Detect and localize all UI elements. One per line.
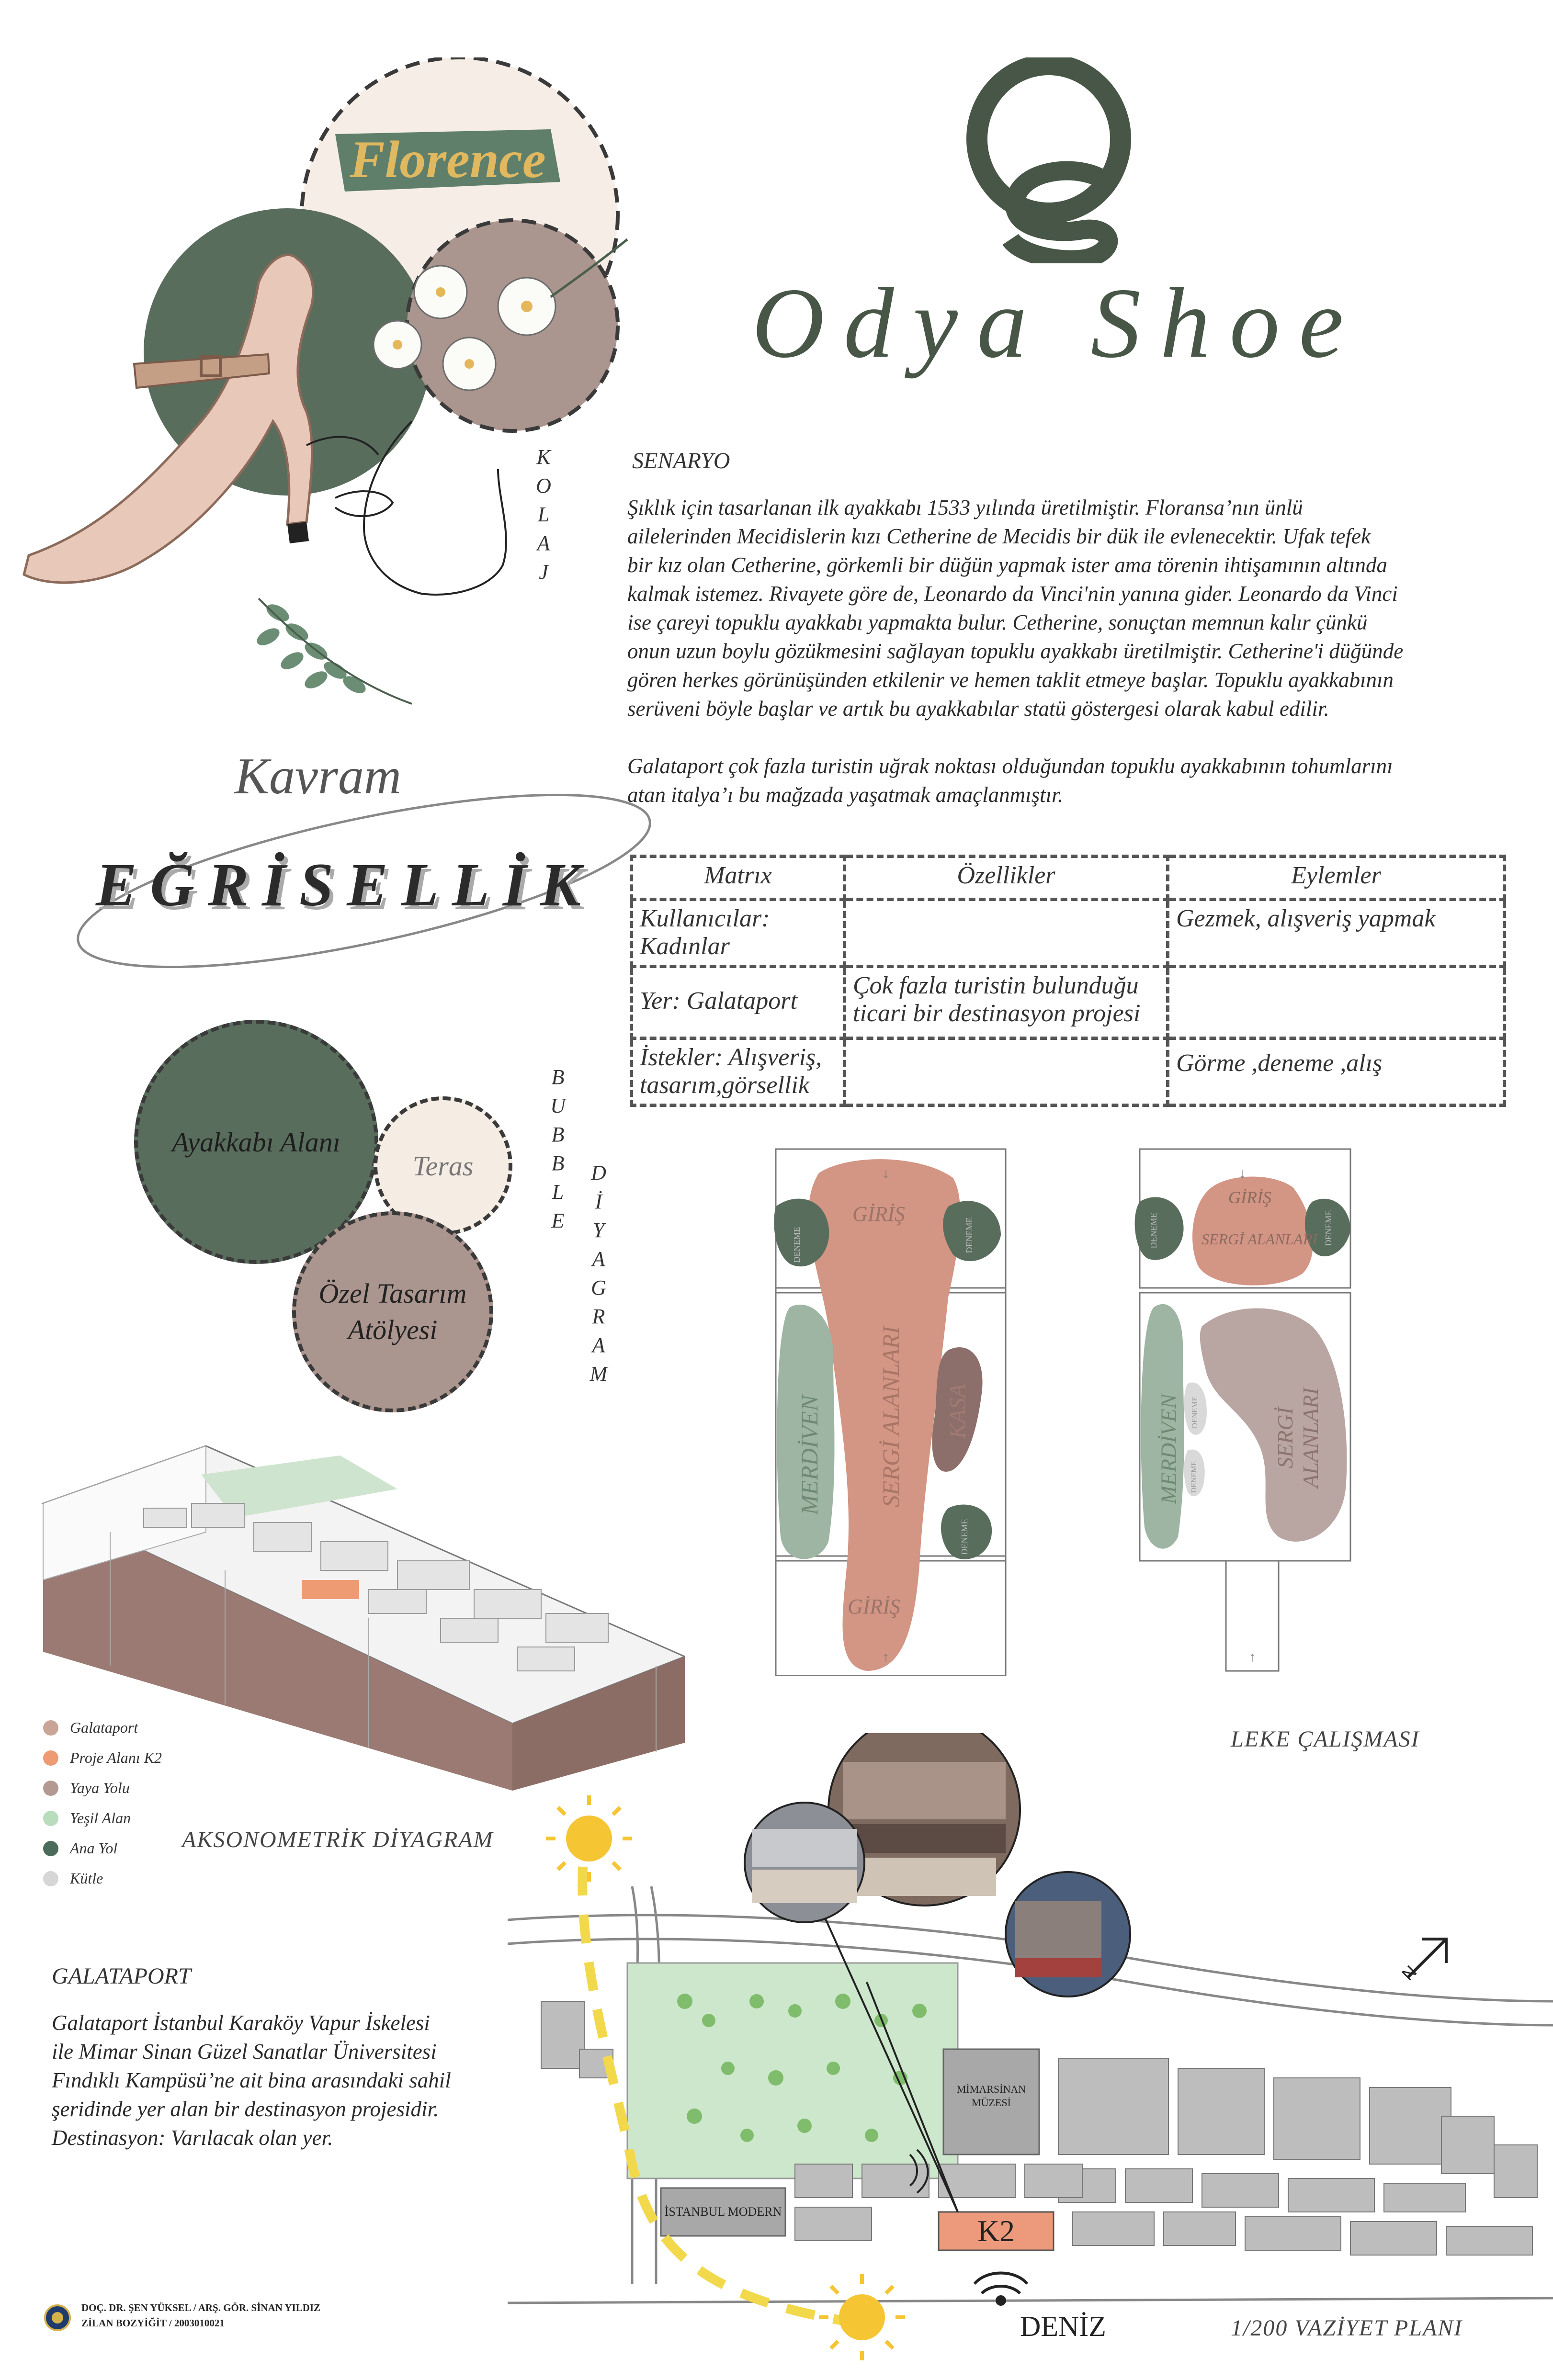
kolaj-label — [532, 443, 555, 587]
bubble-letter: U — [550, 1094, 566, 1117]
legend-label: Yaya Yolu — [70, 1779, 130, 1796]
bubble-letter: A — [592, 1247, 605, 1271]
leke2-sergi-top: SERGİ ALANLARI — [1201, 1230, 1318, 1248]
brand-monogram — [963, 57, 1145, 263]
bubble-letter: M — [589, 1362, 608, 1386]
legend-item — [43, 1779, 162, 1797]
site-museum-label: MİMARSİNAN MÜZESİ — [956, 2083, 1026, 2109]
bubble-letter: B — [551, 1065, 565, 1089]
bubble-label-col2 — [587, 1159, 611, 1388]
site-photo-3 — [1006, 1872, 1130, 1996]
svg-text:↓: ↓ — [883, 1166, 889, 1181]
legend-label: Yeşil Alan — [70, 1809, 131, 1827]
site-k2-label: K2 — [977, 2214, 1015, 2248]
matrix-cell: Kullanıcılar: Kadınlar — [632, 900, 845, 967]
matrix-row — [632, 1038, 1505, 1105]
leke1-kasa: KASA — [945, 1384, 971, 1439]
matrix-cell: Gezmek, alışveriş yapmak — [1168, 900, 1505, 967]
legend-swatch — [43, 1750, 58, 1766]
matrix-row — [632, 967, 1505, 1038]
bubble-ozel-tasarim: Özel Tasarım Atölyesi — [292, 1211, 493, 1412]
legend-item — [43, 1719, 162, 1737]
scenario-line: onun uzun boylu gözükmesini sağlayan topuklu ayakkabı üretilmiştir. Cetherine'i düğünde — [627, 639, 1404, 663]
legend-swatch — [43, 1811, 58, 1826]
leke2-deneme: DENEME — [1324, 1210, 1333, 1246]
concept-word: EĞRİSELLİK — [96, 851, 595, 919]
site-plan — [508, 1733, 1553, 2378]
legend-item — [43, 1870, 162, 1887]
leke2-deneme: DENEME — [1190, 1461, 1198, 1493]
site-north-label: N — [1397, 1961, 1421, 1985]
leke1-deneme: DENEME — [792, 1227, 802, 1263]
bubble-letter: B — [551, 1151, 565, 1175]
monogram-logo-icon — [963, 57, 1145, 263]
matrix-cell: Yer: Galataport — [632, 967, 845, 1038]
florence-label: Florence — [350, 130, 546, 189]
svg-text:↑: ↑ — [1249, 1649, 1256, 1664]
axo-caption: AKSONOMETRİK DİYAGRAM — [182, 1827, 494, 1852]
leke1-merdiven: MERDİVEN — [796, 1395, 823, 1515]
leke2-giris: GİRİŞ — [1228, 1188, 1271, 1207]
kolaj-letter: L — [537, 503, 550, 526]
scenario-heading: SENARYO — [632, 448, 730, 474]
legend-swatch — [43, 1871, 58, 1886]
matrix-header: Matrıx — [632, 857, 845, 900]
scenario-line: bir kız olan Cetherine, görkemli bir düğün yapmak ister ama törenin ihtişamının altında — [627, 553, 1387, 577]
bubble-letter: G — [591, 1276, 606, 1299]
bubble-letter: İ — [595, 1190, 602, 1213]
svg-text:↓: ↓ — [1239, 1166, 1246, 1181]
credits-line-2: ZİLAN BOZYİĞİT / 2003010021 — [81, 2317, 225, 2329]
concept-label: Kavram — [235, 748, 401, 805]
scenario-line: ailelerinden Mecidislerin kızı Cetherine de Mecidis bir dük ile evlenecektir. Ufak tefek — [627, 524, 1371, 548]
matrix-cell — [845, 900, 1168, 967]
matrix-cell: Görme ,deneme ,alış — [1168, 1038, 1505, 1105]
scenario-line: atan italya’ı bu mağzada yaşatmak amaçlanmıştır. — [627, 783, 1063, 807]
legend-swatch — [43, 1720, 58, 1736]
scenario-text — [627, 493, 1542, 809]
matrix-header-row — [632, 857, 1505, 900]
legend-label: Ana Yol — [70, 1839, 118, 1857]
kolaj-letter: K — [536, 445, 551, 469]
legend-label: Galataport — [70, 1719, 138, 1736]
bubble-label-col1 — [546, 1063, 570, 1235]
matrix-cell: İstekler: Alışveriş, tasarım,görsellik — [632, 1038, 845, 1105]
scenario-line: kalmak istemez. Rivayete göre de, Leonardo da Vinci'nin yanına gider. Leonardo da Vinci — [627, 582, 1398, 606]
matrix-header: Özellikler — [845, 857, 1168, 900]
sun-icon — [819, 2274, 905, 2360]
scenario-line: Şıklık için tasarlanan ilk ayakkabı 1533 yılında üretilmiştir. Floransa’nın ünlü — [627, 496, 1303, 519]
bubble-letter: R — [592, 1305, 605, 1328]
legend-label: Proje Alanı K2 — [70, 1749, 162, 1766]
galataport-line: Destinasyon: Varılacak olan yer. — [52, 2126, 333, 2150]
sun-icon — [546, 1795, 632, 1882]
galataport-text — [52, 2008, 531, 2152]
galataport-line: şeridinde yer alan bir destinasyon projesidir. — [52, 2097, 439, 2121]
legend-swatch — [43, 1781, 58, 1796]
site-sea-label: DENİZ — [1020, 2311, 1106, 2342]
svg-text:↑: ↑ — [883, 1649, 889, 1664]
leke2-deneme: DENEME — [1191, 1396, 1199, 1429]
leke-plan-2 — [1121, 1144, 1370, 1676]
credits-line-1: DOÇ. DR. ŞEN YÜKSEL / ARŞ. GÖR. SİNAN YILDIZ — [81, 2302, 321, 2313]
bubble-ayakkabi-alani: Ayakkabı Alanı — [134, 1020, 378, 1264]
leke1-giris-bottom: GİRİŞ — [848, 1595, 900, 1618]
leke-plan-1 — [766, 1144, 1015, 1676]
leke1-sergi: SERGİ ALANLARI — [877, 1326, 904, 1508]
bubble-letter: B — [551, 1123, 565, 1146]
site-plan-drawing — [508, 1733, 1553, 2378]
legend-item — [43, 1809, 162, 1827]
university-seal-icon — [44, 2304, 71, 2331]
bubble-teras: Teras — [374, 1096, 512, 1235]
kolaj-letter: J — [539, 560, 548, 584]
galataport-heading: GALATAPORT — [52, 1963, 191, 1989]
scenario-line: gören herkes görünüşünden etkilenir ve hemen taklit etmeye başlar. Topuklu ayakkabının — [627, 668, 1394, 692]
bubble-letter: D — [591, 1161, 606, 1184]
legend-item — [43, 1839, 162, 1857]
galataport-line: Fındıklı Kampüsü’ne ait bina arasındaki sahil — [52, 2068, 451, 2092]
kolaj-letter: A — [537, 531, 550, 555]
leke1-giris-top: GİRİŞ — [852, 1202, 905, 1226]
kolaj-letter: O — [536, 474, 551, 497]
matrix-cell — [845, 1038, 1168, 1105]
legend-label: Kütle — [70, 1870, 103, 1887]
bubble-letter: A — [592, 1333, 605, 1357]
matrix-table — [630, 855, 1506, 1107]
matrix-cell — [1168, 967, 1505, 1038]
legend-swatch — [43, 1841, 58, 1856]
bubble-letter: Y — [592, 1218, 605, 1242]
bubble-letter: L — [552, 1180, 564, 1204]
leke1-deneme: DENEME — [960, 1519, 969, 1555]
site-scale-label: 1/200 VAZİYET PLANI — [1231, 2315, 1463, 2341]
site-modern-label: İSTANBUL MODERN — [664, 2205, 782, 2219]
matrix-cell: Çok fazla turistin bulunduğu ticari bir destinasyon projesi — [845, 967, 1168, 1038]
matrix-header: Eylemler — [1168, 857, 1505, 900]
scenario-line: serüveni böyle başlar ve artık bu ayakkabılar statü göstergesi olarak kabul edilir. — [627, 697, 1329, 721]
bubble-letter: E — [551, 1209, 565, 1232]
leke-caption: LEKE ÇALIŞMASI — [1231, 1726, 1420, 1752]
galataport-line: Galataport İstanbul Karaköy Vapur İskelesi — [52, 2011, 430, 2035]
brand-name: Odya Shoe — [752, 268, 1363, 379]
leke1-deneme: DENEME — [964, 1217, 974, 1253]
galataport-line: ile Mimar Sinan Güzel Sanatlar Üniversitesi — [52, 2040, 437, 2064]
leke2-deneme: DENEME — [1149, 1212, 1158, 1249]
leke2-sergi: SERGİ ALANLARI — [1273, 1387, 1323, 1488]
scenario-line: Galataport çok fazla turistin uğrak noktası olduğundan topuklu ayakkabının tohumlarını — [627, 754, 1393, 778]
collage — [0, 57, 646, 728]
leke2-merdiven: MERDİVEN — [1156, 1394, 1181, 1504]
matrix-row — [632, 900, 1505, 967]
site-photo-2 — [745, 1803, 864, 1922]
axo-legend — [43, 1719, 162, 1900]
scenario-line: ise çareyi topuklu ayakkabı yapmakta bulur. Cetherine, sonuçtan memnun kalır çünkü — [627, 610, 1368, 634]
legend-item — [43, 1749, 162, 1767]
